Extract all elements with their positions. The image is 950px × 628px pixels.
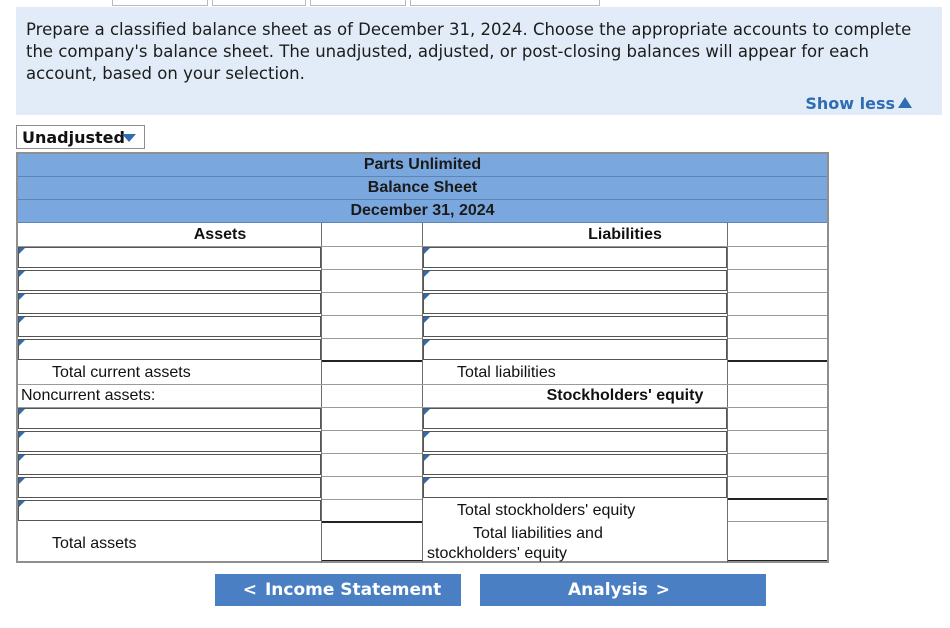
noncurrent-asset-amount-input[interactable] [322, 431, 422, 453]
equity-amount-input[interactable] [728, 408, 827, 430]
total-liabilities-equity-amount[interactable] [728, 523, 827, 563]
equity-account-select[interactable] [423, 454, 727, 475]
noncurrent-asset-amount-input[interactable] [322, 500, 422, 522]
asset-amount-input[interactable] [322, 293, 422, 315]
show-less-toggle[interactable] [805, 94, 912, 113]
noncurrent-asset-account-select[interactable] [18, 431, 321, 452]
total-current-assets-label: Total current assets [52, 364, 191, 381]
chevron-right-icon: > [655, 580, 670, 600]
total-stockholders-equity-label: Total stockholders' equity [457, 502, 636, 519]
tab-trial-balance[interactable] [310, 0, 406, 6]
instructions-panel [16, 7, 942, 115]
prev-button-label: Income Statement [264, 580, 442, 600]
liability-account-select[interactable] [423, 270, 727, 291]
statement-name: Balance Sheet [18, 177, 827, 200]
asset-amount-input[interactable] [322, 316, 422, 338]
liability-amount-input[interactable] [728, 270, 827, 292]
liability-amount-input[interactable] [728, 293, 827, 315]
chevron-down-icon [122, 134, 136, 142]
tab-journal[interactable] [112, 0, 208, 6]
stockholders-equity-header: Stockholders' equity [546, 387, 704, 404]
asset-account-select[interactable] [18, 270, 321, 291]
equity-account-select[interactable] [423, 431, 727, 452]
instructions-text: Prepare a classified balance sheet as of December 31, 2024. Choose the appropriate accounts to complete the company's balance sheet. The unadjusted, adjusted, or post-closing balances will appear for each account, based on your selection. [26, 20, 912, 83]
balance-type-select[interactable] [16, 125, 145, 149]
triangle-up-icon [898, 97, 912, 108]
company-name: Parts Unlimited [18, 154, 827, 177]
total-liabilities-equity-label-line2: stockholders' equity [427, 545, 568, 562]
noncurrent-asset-amount-input[interactable] [322, 477, 422, 499]
equity-account-select[interactable] [423, 408, 727, 429]
noncurrent-asset-account-select[interactable] [18, 477, 321, 498]
asset-account-select[interactable] [18, 316, 321, 337]
equity-account-select[interactable] [423, 477, 727, 498]
total-current-assets-amount[interactable] [322, 362, 422, 384]
noncurrent-assets-label: Noncurrent assets: [21, 387, 156, 404]
show-less-label: Show less [805, 94, 895, 113]
equity-amount-input[interactable] [728, 431, 827, 453]
asset-account-select[interactable] [18, 339, 321, 360]
asset-account-select[interactable] [18, 247, 321, 268]
asset-amount-input[interactable] [322, 270, 422, 292]
balance-sheet-table [16, 152, 829, 563]
noncurrent-asset-account-select[interactable] [18, 454, 321, 475]
noncurrent-asset-amount-input[interactable] [322, 408, 422, 430]
tab-ledger[interactable] [212, 0, 306, 6]
next-analysis-button[interactable] [480, 574, 766, 606]
total-liabilities-equity-label-line1: Total liabilities and [473, 525, 603, 542]
noncurrent-asset-account-select[interactable] [18, 500, 321, 521]
asset-account-select[interactable] [18, 293, 321, 314]
total-liabilities-label: Total liabilities [457, 364, 556, 381]
liability-account-select[interactable] [423, 293, 727, 314]
next-button-label: Analysis [568, 580, 648, 600]
statement-date: December 31, 2024 [18, 200, 827, 223]
tab-statements[interactable] [410, 0, 600, 6]
balance-type-value: Unadjusted [22, 128, 125, 147]
liability-amount-input[interactable] [728, 316, 827, 338]
assets-header: Assets [193, 226, 247, 243]
total-liabilities-amount[interactable] [728, 362, 827, 384]
prev-income-statement-button[interactable] [215, 574, 461, 606]
asset-amount-input[interactable] [322, 247, 422, 269]
total-stockholders-equity-amount[interactable] [728, 500, 827, 522]
top-tab-strip [0, 0, 950, 6]
liability-amount-input[interactable] [728, 339, 827, 361]
equity-amount-input[interactable] [728, 454, 827, 476]
equity-amount-input[interactable] [728, 477, 827, 499]
asset-amount-input[interactable] [322, 339, 422, 361]
liability-account-select[interactable] [423, 247, 727, 268]
noncurrent-asset-amount-input[interactable] [322, 454, 422, 476]
liability-account-select[interactable] [423, 316, 727, 337]
total-assets-label: Total assets [52, 535, 137, 552]
liabilities-header: Liabilities [588, 226, 662, 243]
chevron-left-icon: < [242, 580, 257, 600]
liability-account-select[interactable] [423, 339, 727, 360]
liability-amount-input[interactable] [728, 247, 827, 269]
noncurrent-asset-account-select[interactable] [18, 408, 321, 429]
total-assets-amount[interactable] [322, 523, 422, 563]
